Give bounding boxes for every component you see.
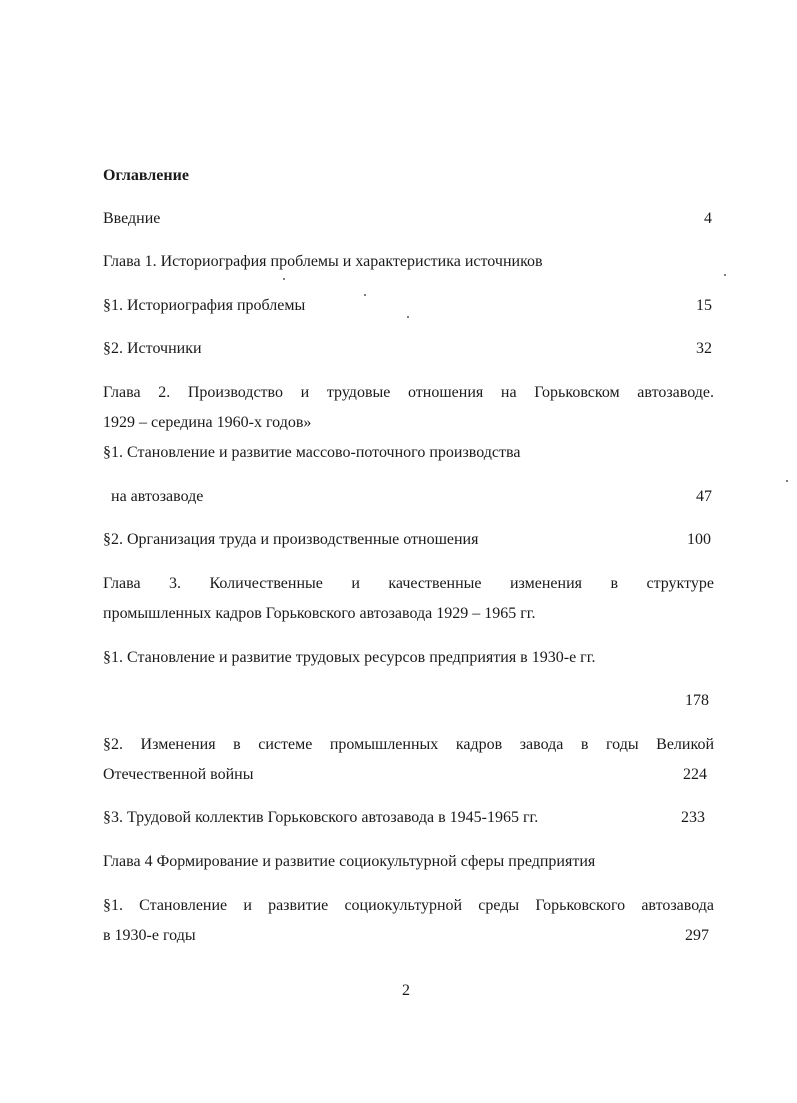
toc-ch1-section-2: §2. Источники — [103, 340, 202, 357]
toc-title: Оглавление — [103, 167, 189, 184]
page-number: 2 — [402, 982, 410, 999]
scan-speck — [283, 278, 285, 280]
scan-speck — [407, 316, 409, 318]
toc-page-ch1-s1: 15 — [696, 297, 712, 314]
toc-ch3-section-2-line-1: §2. Изменения в системе промышленных кадров завода в годы Великой — [103, 736, 714, 753]
toc-page-ch1-s2: 32 — [696, 340, 712, 357]
toc-ch1-section-1: §1. Историография проблемы — [103, 297, 306, 314]
toc-chapter-2-line-2: 1929 – середина 1960-х годов» — [103, 414, 312, 431]
toc-ch2-section-1-line-2: на автозаводе — [111, 488, 204, 505]
scan-speck — [786, 480, 788, 482]
toc-page-intro: 4 — [704, 210, 712, 227]
scan-speck — [724, 274, 726, 276]
toc-page-ch4-s1: 297 — [685, 927, 709, 944]
scan-speck — [364, 294, 366, 296]
toc-ch2-section-1-line-1: §1. Становление и развитие массово-поточного производства — [103, 444, 521, 461]
toc-page-ch2-s2: 100 — [687, 531, 711, 548]
toc-ch3-section-2-line-2: Отечественной войны — [103, 766, 254, 783]
toc-chapter-4: Глава 4 Формирование и развитие социокультурной сферы предприятия — [103, 853, 596, 870]
toc-chapter-2-line-1: Глава 2. Производство и трудовые отношения на Горьковском автозаводе. — [103, 384, 714, 401]
toc-entry-intro: Введние — [103, 210, 161, 227]
toc-chapter-1: Глава 1. Историография проблемы и характеристика источников — [103, 253, 543, 270]
toc-page-ch3-s2: 224 — [683, 766, 707, 783]
toc-ch4-section-1-line-2: в 1930-е годы — [103, 927, 196, 944]
toc-ch4-section-1-line-1: §1. Становление и развитие социокультурной среды Горьковского автозавода — [103, 897, 714, 914]
toc-page-ch2-s1: 47 — [696, 488, 712, 505]
toc-ch2-section-2: §2. Организация труда и производственные отношения — [103, 531, 479, 548]
toc-chapter-3-line-2: промышленных кадров Горьковского автозавода 1929 – 1965 гг. — [103, 605, 536, 622]
toc-page-ch3-s3: 233 — [681, 809, 705, 826]
toc-ch3-section-1: §1. Становление и развитие трудовых ресурсов предприятия в 1930-е гг. — [103, 649, 596, 666]
toc-ch3-section-3: §3. Трудовой коллектив Горьковского автозавода в 1945-1965 гг. — [103, 809, 539, 826]
toc-chapter-3-line-1: Глава 3. Количественные и качественные изменения в структуре — [103, 575, 714, 592]
toc-page-ch3-s1: 178 — [685, 692, 709, 709]
